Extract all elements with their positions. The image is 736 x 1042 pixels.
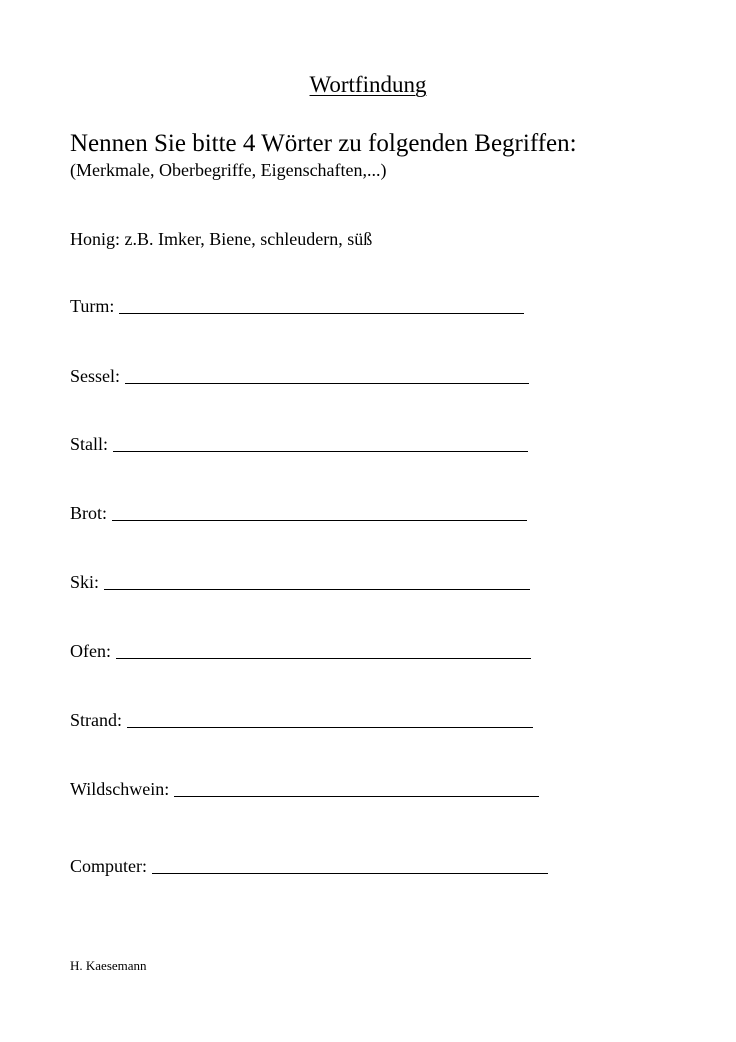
answer-line-ofen[interactable] xyxy=(116,640,531,659)
example-text: Honig: z.B. Imker, Biene, schleudern, süß xyxy=(70,229,373,249)
term-label-ski: Ski: xyxy=(70,572,100,592)
term-label-sessel: Sessel: xyxy=(70,366,121,386)
term-row-computer xyxy=(70,852,548,878)
term-label-computer: Computer: xyxy=(70,856,147,876)
term-row-sessel xyxy=(70,362,529,388)
hint-text: (Merkmale, Oberbegriffe, Eigenschaften,...) xyxy=(70,160,387,180)
term-row-strand xyxy=(70,706,533,732)
term-row-ski xyxy=(70,568,530,594)
term-row-turm xyxy=(70,292,524,318)
term-row-wildschwein xyxy=(70,775,539,801)
answer-line-computer[interactable] xyxy=(152,855,548,874)
answer-line-ski[interactable] xyxy=(104,571,530,590)
term-label-stall: Stall: xyxy=(70,434,109,454)
answer-line-strand[interactable] xyxy=(127,709,533,728)
term-row-ofen xyxy=(70,637,531,663)
term-label-ofen: Ofen: xyxy=(70,641,111,661)
term-row-brot xyxy=(70,499,527,525)
answer-line-wildschwein[interactable] xyxy=(174,778,539,797)
author-footer: H. Kaesemann xyxy=(70,958,147,973)
answer-line-turm[interactable] xyxy=(119,295,524,314)
answer-line-sessel[interactable] xyxy=(125,365,529,384)
page-title: Wortfindung xyxy=(309,72,427,97)
instruction-text: Nennen Sie bitte 4 Wörter zu folgenden Begriffen: xyxy=(70,130,577,157)
term-row-stall xyxy=(70,430,528,456)
term-label-brot: Brot: xyxy=(70,503,108,523)
answer-line-brot[interactable] xyxy=(112,502,527,521)
term-label-turm: Turm: xyxy=(70,296,115,316)
answer-line-stall[interactable] xyxy=(113,433,528,452)
term-label-strand: Strand: xyxy=(70,710,122,730)
term-label-wildschwein: Wildschwein: xyxy=(70,779,170,799)
